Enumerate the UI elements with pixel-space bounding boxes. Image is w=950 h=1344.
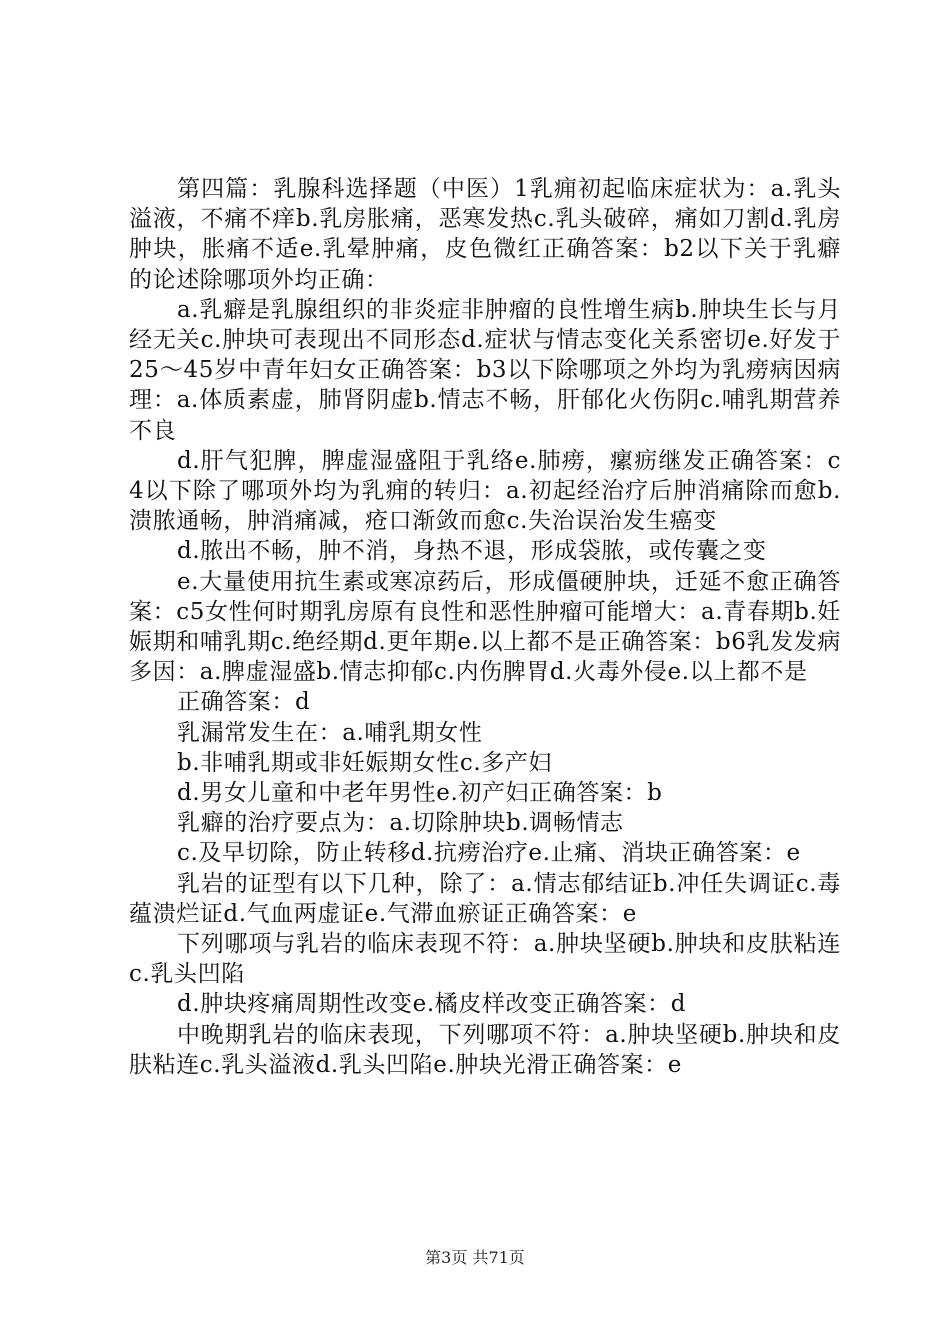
paragraph-13: 下列哪项与乳岩的临床表现不符：a.肿块坚硬b.肿块和皮肤粘连c.乳头凹陷 bbox=[129, 931, 841, 988]
paragraph-12: 乳岩的证型有以下几种，除了：a.情志郁结证b.冲任失调证c.毒蕴溃烂证d.气血两虚证e.气滞血瘀证正确答案：e bbox=[129, 870, 841, 927]
paragraph-15: 中晚期乳岩的临床表现，下列哪项不符：a.肿块坚硬b.肿块和皮肤粘连c.乳头溢液d.乳头凹陷e.肿块光滑正确答案：e bbox=[129, 1021, 841, 1078]
page-footer: 第3页 共71页 bbox=[425, 1248, 525, 1267]
paragraph-4: d.脓出不畅，肿不消，身热不退，形成袋脓，或传囊之变 bbox=[177, 538, 767, 565]
paragraph-5: e.大量使用抗生素或寒凉药后，形成僵硬肿块，迁延不愈正确答案：c5女性何时期乳房原有良性和恶性肿瘤可能增大：a.青春期b.妊娠期和哺乳期c.绝经期d.更年期e.以上都不是正确答案：b6乳发发病多因：a.脾虚湿盛b.情志抑郁c.内伤脾胃d.火毒外侵e.以上都不是 bbox=[129, 568, 841, 686]
paragraph-8: b.非哺乳期或非妊娠期女性c.多产妇 bbox=[177, 749, 553, 776]
paragraph-1: 第四篇：乳腺科选择题（中医）1乳痈初起临床症状为：a.乳头溢液，不痛不痒b.乳房胀痛，恶寒发热c.乳头破碎，痛如刀割d.乳房肿块，胀痛不适e.乳晕肿痛，皮色微红正确答案：b2以下关于乳癖的论述除哪项外均正确： bbox=[129, 176, 841, 293]
paragraph-3: d.肝气犯脾，脾虚湿盛阻于乳络e.肺痨，瘰疬继发正确答案：c4以下除了哪项外均为乳痈的转归：a.初起经治疗后肿消痛除而愈b.溃脓通畅，肿消痛减，疮口渐敛而愈c.失治误治发生癌变 bbox=[129, 447, 841, 535]
paragraph-14: d.肿块疼痛周期性改变e.橘皮样改变正确答案：d bbox=[177, 991, 687, 1018]
paragraph-10: 乳癖的治疗要点为：a.切除肿块b.调畅情志 bbox=[177, 810, 624, 837]
paragraph-7: 乳漏常发生在：a.哺乳期女性 bbox=[177, 719, 483, 746]
document-body bbox=[129, 174, 841, 1080]
paragraph-11: c.及早切除，防止转移d.抗痨治疗e.止痛、消块正确答案：e bbox=[177, 840, 801, 867]
paragraph-6: 正确答案：d bbox=[177, 689, 311, 716]
paragraph-9: d.男女儿童和中老年男性e.初产妇正确答案：b bbox=[177, 780, 663, 807]
paragraph-2: a.乳癖是乳腺组织的非炎症非肿瘤的良性增生病b.肿块生长与月经无关c.肿块可表现出不同形态d.症状与情志变化关系密切e.好发于25～45岁中青年妇女正确答案：b3以下除哪项之外均为乳痨病因病理：a.体质素虚，肺肾阴虚b.情志不畅，肝郁化火伤阴c.哺乳期营养不良 bbox=[129, 296, 841, 444]
